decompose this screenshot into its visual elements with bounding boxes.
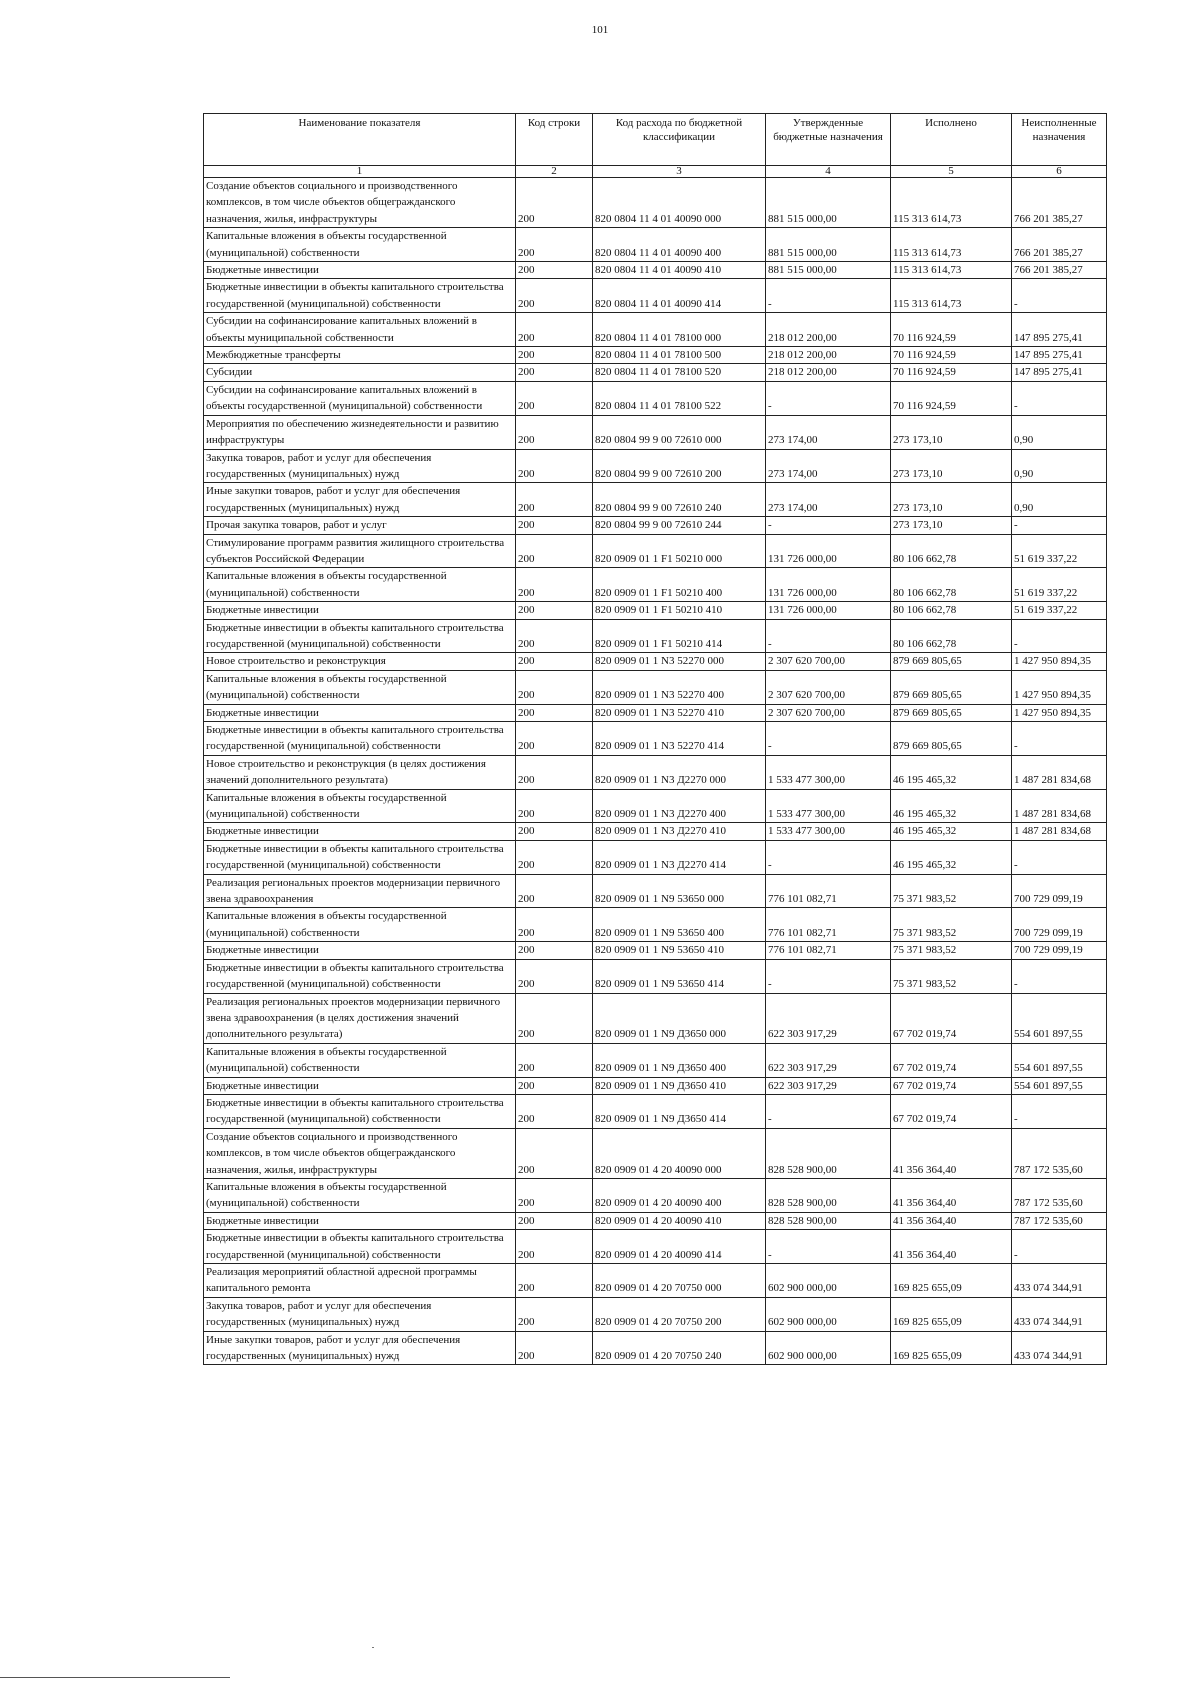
cell-executed: 46 195 465,32 <box>891 840 1012 874</box>
cell-executed: 41 356 364,40 <box>891 1230 1012 1264</box>
cell-unexecuted: - <box>1012 1094 1107 1128</box>
header-row <box>204 114 1107 166</box>
cell-kbk: 820 0909 01 4 20 40090 400 <box>593 1178 766 1212</box>
cell-name: Реализация региональных проектов модернизации первичного звена здравоохранения (в целях достижения значений дополнительного результата) <box>204 993 516 1043</box>
table-row <box>204 874 1107 908</box>
cell-approved: 828 528 900,00 <box>766 1128 891 1178</box>
table-row <box>204 840 1107 874</box>
cell-name: Капитальные вложения в объекты государственной (муниципальной) собственности <box>204 908 516 942</box>
cell-approved: 776 101 082,71 <box>766 908 891 942</box>
cell-row-code: 200 <box>516 1077 593 1094</box>
cell-unexecuted: 147 895 275,41 <box>1012 347 1107 364</box>
cell-approved: 602 900 000,00 <box>766 1264 891 1298</box>
cell-row-code: 200 <box>516 1212 593 1229</box>
table-row <box>204 908 1107 942</box>
cell-kbk: 820 0804 11 4 01 78100 500 <box>593 347 766 364</box>
cell-kbk: 820 0909 01 1 N9 Д3650 414 <box>593 1094 766 1128</box>
table-row <box>204 789 1107 823</box>
cell-approved: 602 900 000,00 <box>766 1331 891 1365</box>
cell-approved: 273 174,00 <box>766 449 891 483</box>
cell-kbk: 820 0909 01 1 N3 52270 000 <box>593 653 766 670</box>
table-row <box>204 602 1107 619</box>
table-row <box>204 1331 1107 1365</box>
cell-row-code: 200 <box>516 483 593 517</box>
table-row <box>204 534 1107 568</box>
cell-unexecuted: 0,90 <box>1012 415 1107 449</box>
cell-kbk: 820 0909 01 1 N3 Д2270 400 <box>593 789 766 823</box>
cell-row-code: 200 <box>516 1128 593 1178</box>
cell-unexecuted: 1 427 950 894,35 <box>1012 653 1107 670</box>
cell-unexecuted: - <box>1012 840 1107 874</box>
cell-kbk: 820 0804 11 4 01 40090 410 <box>593 262 766 279</box>
cell-name: Бюджетные инвестиции <box>204 942 516 959</box>
cell-approved: 273 174,00 <box>766 483 891 517</box>
cell-name: Бюджетные инвестиции в объекты капитального строительства государственной (муниципальной) собственности <box>204 279 516 313</box>
cell-unexecuted: - <box>1012 1230 1107 1264</box>
cell-executed: 80 106 662,78 <box>891 568 1012 602</box>
cell-unexecuted: 554 601 897,55 <box>1012 993 1107 1043</box>
cell-row-code: 200 <box>516 1331 593 1365</box>
cell-kbk: 820 0909 01 4 20 70750 200 <box>593 1297 766 1331</box>
column-number: 1 <box>204 166 516 178</box>
cell-kbk: 820 0804 11 4 01 40090 414 <box>593 279 766 313</box>
cell-kbk: 820 0804 99 9 00 72610 000 <box>593 415 766 449</box>
column-number: 4 <box>766 166 891 178</box>
cell-approved: 2 307 620 700,00 <box>766 653 891 670</box>
cell-kbk: 820 0804 99 9 00 72610 240 <box>593 483 766 517</box>
cell-executed: 115 313 614,73 <box>891 279 1012 313</box>
cell-approved: 881 515 000,00 <box>766 178 891 228</box>
cell-executed: 115 313 614,73 <box>891 262 1012 279</box>
table-row <box>204 755 1107 789</box>
cell-kbk: 820 0909 01 4 20 40090 410 <box>593 1212 766 1229</box>
cell-kbk: 820 0804 99 9 00 72610 200 <box>593 449 766 483</box>
cell-approved: - <box>766 517 891 534</box>
cell-executed: 273 173,10 <box>891 483 1012 517</box>
cell-unexecuted: 433 074 344,91 <box>1012 1297 1107 1331</box>
cell-row-code: 200 <box>516 823 593 840</box>
cell-executed: 115 313 614,73 <box>891 178 1012 228</box>
cell-unexecuted: - <box>1012 619 1107 653</box>
cell-executed: 75 371 983,52 <box>891 959 1012 993</box>
cell-approved: 131 726 000,00 <box>766 534 891 568</box>
cell-kbk: 820 0909 01 1 N9 53650 000 <box>593 874 766 908</box>
cell-name: Бюджетные инвестиции в объекты капитального строительства государственной (муниципальной) собственности <box>204 619 516 653</box>
cell-kbk: 820 0909 01 1 N9 53650 410 <box>593 942 766 959</box>
cell-approved: - <box>766 1230 891 1264</box>
header-kbk: Код расхода по бюджетной классификации <box>593 114 766 166</box>
table-row <box>204 1264 1107 1298</box>
table-row <box>204 653 1107 670</box>
cell-approved: - <box>766 1094 891 1128</box>
cell-executed: 70 116 924,59 <box>891 313 1012 347</box>
cell-approved: - <box>766 279 891 313</box>
cell-approved: 2 307 620 700,00 <box>766 670 891 704</box>
cell-executed: 67 702 019,74 <box>891 1094 1012 1128</box>
cell-row-code: 200 <box>516 262 593 279</box>
cell-unexecuted: 0,90 <box>1012 449 1107 483</box>
cell-unexecuted: 1 487 281 834,68 <box>1012 789 1107 823</box>
table-row <box>204 1043 1107 1077</box>
cell-approved: 622 303 917,29 <box>766 1043 891 1077</box>
cell-unexecuted: 787 172 535,60 <box>1012 1212 1107 1229</box>
cell-approved: 1 533 477 300,00 <box>766 823 891 840</box>
cell-executed: 67 702 019,74 <box>891 1043 1012 1077</box>
cell-kbk: 820 0909 01 1 N3 52270 400 <box>593 670 766 704</box>
cell-approved: 218 012 200,00 <box>766 313 891 347</box>
column-number: 2 <box>516 166 593 178</box>
table-row <box>204 722 1107 756</box>
cell-row-code: 200 <box>516 1178 593 1212</box>
table-row <box>204 178 1107 228</box>
cell-row-code: 200 <box>516 1043 593 1077</box>
cell-executed: 879 669 805,65 <box>891 722 1012 756</box>
cell-kbk: 820 0804 11 4 01 40090 400 <box>593 228 766 262</box>
scan-edge-line <box>0 1677 230 1678</box>
cell-executed: 75 371 983,52 <box>891 942 1012 959</box>
cell-row-code: 200 <box>516 178 593 228</box>
table-row <box>204 364 1107 381</box>
cell-approved: - <box>766 619 891 653</box>
table-row <box>204 1230 1107 1264</box>
cell-name: Иные закупки товаров, работ и услуг для обеспечения государственных (муниципальных) нужд <box>204 1331 516 1365</box>
cell-row-code: 200 <box>516 722 593 756</box>
cell-approved: 828 528 900,00 <box>766 1178 891 1212</box>
table-row <box>204 449 1107 483</box>
header-row-code: Код строки <box>516 114 593 166</box>
cell-executed: 273 173,10 <box>891 415 1012 449</box>
cell-unexecuted: - <box>1012 279 1107 313</box>
cell-executed: 80 106 662,78 <box>891 534 1012 568</box>
table-row <box>204 313 1107 347</box>
cell-executed: 879 669 805,65 <box>891 653 1012 670</box>
cell-name: Прочая закупка товаров, работ и услуг <box>204 517 516 534</box>
header-unexecuted: Неисполненные назначения <box>1012 114 1107 166</box>
cell-unexecuted: - <box>1012 517 1107 534</box>
cell-executed: 41 356 364,40 <box>891 1128 1012 1178</box>
cell-unexecuted: 766 201 385,27 <box>1012 262 1107 279</box>
cell-executed: 75 371 983,52 <box>891 874 1012 908</box>
table-row <box>204 823 1107 840</box>
cell-approved: 218 012 200,00 <box>766 347 891 364</box>
cell-row-code: 200 <box>516 653 593 670</box>
cell-row-code: 200 <box>516 670 593 704</box>
header-executed: Исполнено <box>891 114 1012 166</box>
cell-row-code: 200 <box>516 1094 593 1128</box>
cell-approved: 218 012 200,00 <box>766 364 891 381</box>
table-row <box>204 942 1107 959</box>
scan-speck <box>372 1647 374 1648</box>
cell-row-code: 200 <box>516 279 593 313</box>
cell-row-code: 200 <box>516 1230 593 1264</box>
cell-approved: 622 303 917,29 <box>766 1077 891 1094</box>
cell-name: Бюджетные инвестиции <box>204 1077 516 1094</box>
cell-kbk: 820 0804 11 4 01 78100 520 <box>593 364 766 381</box>
cell-executed: 46 195 465,32 <box>891 755 1012 789</box>
cell-kbk: 820 0909 01 1 N3 Д2270 410 <box>593 823 766 840</box>
cell-approved: 1 533 477 300,00 <box>766 789 891 823</box>
cell-kbk: 820 0909 01 1 F1 50210 410 <box>593 602 766 619</box>
table-row <box>204 704 1107 721</box>
table-row <box>204 1297 1107 1331</box>
table-row <box>204 993 1107 1043</box>
cell-row-code: 200 <box>516 449 593 483</box>
cell-name: Капитальные вложения в объекты государственной (муниципальной) собственности <box>204 789 516 823</box>
cell-approved: 131 726 000,00 <box>766 602 891 619</box>
cell-row-code: 200 <box>516 789 593 823</box>
cell-name: Реализация мероприятий областной адресной программы капитального ремонта <box>204 1264 516 1298</box>
cell-name: Закупка товаров, работ и услуг для обеспечения государственных (муниципальных) нужд <box>204 1297 516 1331</box>
cell-name: Капитальные вложения в объекты государственной (муниципальной) собственности <box>204 1178 516 1212</box>
cell-unexecuted: 1 427 950 894,35 <box>1012 704 1107 721</box>
cell-name: Субсидии на софинансирование капитальных вложений в объекты государственной (муниципальной) собственности <box>204 381 516 415</box>
cell-row-code: 200 <box>516 568 593 602</box>
budget-execution-table <box>203 113 1107 1365</box>
cell-executed: 169 825 655,09 <box>891 1297 1012 1331</box>
cell-row-code: 200 <box>516 228 593 262</box>
cell-name: Бюджетные инвестиции <box>204 704 516 721</box>
table-row <box>204 415 1107 449</box>
table-row <box>204 1178 1107 1212</box>
cell-executed: 75 371 983,52 <box>891 908 1012 942</box>
cell-kbk: 820 0909 01 1 F1 50210 400 <box>593 568 766 602</box>
table-row <box>204 381 1107 415</box>
cell-approved: 622 303 917,29 <box>766 993 891 1043</box>
cell-unexecuted: 554 601 897,55 <box>1012 1043 1107 1077</box>
cell-executed: 273 173,10 <box>891 517 1012 534</box>
table-row <box>204 619 1107 653</box>
cell-name: Капитальные вложения в объекты государственной (муниципальной) собственности <box>204 568 516 602</box>
table-row <box>204 517 1107 534</box>
cell-approved: 881 515 000,00 <box>766 228 891 262</box>
column-number: 3 <box>593 166 766 178</box>
cell-executed: 70 116 924,59 <box>891 364 1012 381</box>
cell-kbk: 820 0909 01 4 20 70750 000 <box>593 1264 766 1298</box>
cell-row-code: 200 <box>516 993 593 1043</box>
cell-unexecuted: 554 601 897,55 <box>1012 1077 1107 1094</box>
column-number-row <box>204 166 1107 178</box>
cell-kbk: 820 0804 11 4 01 78100 000 <box>593 313 766 347</box>
cell-name: Бюджетные инвестиции в объекты капитального строительства государственной (муниципальной) собственности <box>204 840 516 874</box>
cell-unexecuted: 700 729 099,19 <box>1012 874 1107 908</box>
cell-executed: 70 116 924,59 <box>891 381 1012 415</box>
cell-executed: 273 173,10 <box>891 449 1012 483</box>
cell-executed: 67 702 019,74 <box>891 993 1012 1043</box>
cell-unexecuted: 0,90 <box>1012 483 1107 517</box>
cell-kbk: 820 0909 01 4 20 40090 000 <box>593 1128 766 1178</box>
table-row <box>204 959 1107 993</box>
cell-approved: - <box>766 959 891 993</box>
cell-approved: 1 533 477 300,00 <box>766 755 891 789</box>
cell-approved: 602 900 000,00 <box>766 1297 891 1331</box>
cell-name: Создание объектов социального и производственного комплексов, в том числе объектов общегражданского назначения, жилья, инфраструктуры <box>204 178 516 228</box>
cell-name: Капитальные вложения в объекты государственной (муниципальной) собственности <box>204 670 516 704</box>
cell-approved: 881 515 000,00 <box>766 262 891 279</box>
cell-kbk: 820 0909 01 1 N9 Д3650 400 <box>593 1043 766 1077</box>
cell-unexecuted: 766 201 385,27 <box>1012 178 1107 228</box>
cell-row-code: 200 <box>516 347 593 364</box>
table-row <box>204 483 1107 517</box>
cell-kbk: 820 0909 01 1 F1 50210 414 <box>593 619 766 653</box>
cell-executed: 46 195 465,32 <box>891 823 1012 840</box>
cell-kbk: 820 0909 01 1 N9 53650 400 <box>593 908 766 942</box>
cell-kbk: 820 0909 01 1 N9 Д3650 000 <box>593 993 766 1043</box>
cell-name: Бюджетные инвестиции в объекты капитального строительства государственной (муниципальной) собственности <box>204 722 516 756</box>
cell-executed: 41 356 364,40 <box>891 1178 1012 1212</box>
cell-unexecuted: - <box>1012 722 1107 756</box>
cell-unexecuted: - <box>1012 381 1107 415</box>
cell-unexecuted: 700 729 099,19 <box>1012 942 1107 959</box>
cell-row-code: 200 <box>516 313 593 347</box>
cell-unexecuted: 787 172 535,60 <box>1012 1128 1107 1178</box>
cell-row-code: 200 <box>516 1264 593 1298</box>
cell-row-code: 200 <box>516 381 593 415</box>
page-number: 101 <box>591 24 609 36</box>
cell-executed: 70 116 924,59 <box>891 347 1012 364</box>
cell-unexecuted: 766 201 385,27 <box>1012 228 1107 262</box>
table-row <box>204 1094 1107 1128</box>
cell-name: Межбюджетные трансферты <box>204 347 516 364</box>
cell-unexecuted: 433 074 344,91 <box>1012 1264 1107 1298</box>
cell-name: Иные закупки товаров, работ и услуг для обеспечения государственных (муниципальных) нужд <box>204 483 516 517</box>
cell-name: Капитальные вложения в объекты государственной (муниципальной) собственности <box>204 228 516 262</box>
cell-executed: 46 195 465,32 <box>891 789 1012 823</box>
cell-name: Бюджетные инвестиции в объекты капитального строительства государственной (муниципальной) собственности <box>204 959 516 993</box>
cell-approved: - <box>766 381 891 415</box>
cell-kbk: 820 0909 01 4 20 70750 240 <box>593 1331 766 1365</box>
cell-unexecuted: 700 729 099,19 <box>1012 908 1107 942</box>
cell-unexecuted: 147 895 275,41 <box>1012 364 1107 381</box>
header-approved: Утвержденные бюджетные назначения <box>766 114 891 166</box>
cell-unexecuted: 51 619 337,22 <box>1012 568 1107 602</box>
column-number: 5 <box>891 166 1012 178</box>
cell-row-code: 200 <box>516 908 593 942</box>
cell-executed: 80 106 662,78 <box>891 602 1012 619</box>
cell-approved: 776 101 082,71 <box>766 874 891 908</box>
cell-executed: 115 313 614,73 <box>891 228 1012 262</box>
cell-kbk: 820 0909 01 1 N3 Д2270 000 <box>593 755 766 789</box>
table-row <box>204 568 1107 602</box>
cell-unexecuted: 1 487 281 834,68 <box>1012 823 1107 840</box>
cell-kbk: 820 0909 01 1 N3 52270 410 <box>593 704 766 721</box>
cell-kbk: 820 0804 11 4 01 40090 000 <box>593 178 766 228</box>
cell-name: Бюджетные инвестиции <box>204 262 516 279</box>
cell-name: Реализация региональных проектов модернизации первичного звена здравоохранения <box>204 874 516 908</box>
cell-executed: 41 356 364,40 <box>891 1212 1012 1229</box>
cell-executed: 879 669 805,65 <box>891 670 1012 704</box>
cell-name: Закупка товаров, работ и услуг для обеспечения государственных (муниципальных) нужд <box>204 449 516 483</box>
table-row <box>204 670 1107 704</box>
cell-name: Бюджетные инвестиции <box>204 823 516 840</box>
cell-row-code: 200 <box>516 415 593 449</box>
table-row <box>204 262 1107 279</box>
cell-kbk: 820 0909 01 4 20 40090 414 <box>593 1230 766 1264</box>
cell-row-code: 200 <box>516 704 593 721</box>
cell-row-code: 200 <box>516 364 593 381</box>
cell-unexecuted: 433 074 344,91 <box>1012 1331 1107 1365</box>
cell-approved: 828 528 900,00 <box>766 1212 891 1229</box>
cell-row-code: 200 <box>516 619 593 653</box>
cell-name: Мероприятия по обеспечению жизнедеятельности и развитию инфраструктуры <box>204 415 516 449</box>
cell-name: Бюджетные инвестиции <box>204 1212 516 1229</box>
column-number: 6 <box>1012 166 1107 178</box>
table-row <box>204 1128 1107 1178</box>
cell-row-code: 200 <box>516 874 593 908</box>
cell-approved: - <box>766 840 891 874</box>
cell-approved: - <box>766 722 891 756</box>
cell-approved: 273 174,00 <box>766 415 891 449</box>
cell-name: Субсидии <box>204 364 516 381</box>
cell-row-code: 200 <box>516 942 593 959</box>
cell-executed: 879 669 805,65 <box>891 704 1012 721</box>
cell-approved: 131 726 000,00 <box>766 568 891 602</box>
cell-unexecuted: 787 172 535,60 <box>1012 1178 1107 1212</box>
cell-unexecuted: - <box>1012 959 1107 993</box>
cell-executed: 169 825 655,09 <box>891 1264 1012 1298</box>
table-row <box>204 1212 1107 1229</box>
cell-row-code: 200 <box>516 534 593 568</box>
cell-name: Капитальные вложения в объекты государственной (муниципальной) собственности <box>204 1043 516 1077</box>
cell-name: Новое строительство и реконструкция (в целях достижения значений дополнительного результата) <box>204 755 516 789</box>
table-row <box>204 1077 1107 1094</box>
cell-unexecuted: 1 427 950 894,35 <box>1012 670 1107 704</box>
cell-kbk: 820 0909 01 1 F1 50210 000 <box>593 534 766 568</box>
cell-kbk: 820 0909 01 1 N3 Д2270 414 <box>593 840 766 874</box>
cell-name: Бюджетные инвестиции <box>204 602 516 619</box>
cell-name: Стимулирование программ развития жилищного строительства субъектов Российской Федерации <box>204 534 516 568</box>
cell-executed: 80 106 662,78 <box>891 619 1012 653</box>
table-row <box>204 279 1107 313</box>
cell-executed: 169 825 655,09 <box>891 1331 1012 1365</box>
cell-row-code: 200 <box>516 755 593 789</box>
cell-row-code: 200 <box>516 840 593 874</box>
cell-kbk: 820 0909 01 1 N9 Д3650 410 <box>593 1077 766 1094</box>
cell-kbk: 820 0909 01 1 N9 53650 414 <box>593 959 766 993</box>
cell-kbk: 820 0804 99 9 00 72610 244 <box>593 517 766 534</box>
header-name: Наименование показателя <box>204 114 516 166</box>
cell-unexecuted: 1 487 281 834,68 <box>1012 755 1107 789</box>
cell-row-code: 200 <box>516 602 593 619</box>
table-row <box>204 347 1107 364</box>
cell-unexecuted: 51 619 337,22 <box>1012 534 1107 568</box>
cell-unexecuted: 51 619 337,22 <box>1012 602 1107 619</box>
cell-approved: 2 307 620 700,00 <box>766 704 891 721</box>
cell-row-code: 200 <box>516 959 593 993</box>
table-row <box>204 228 1107 262</box>
cell-kbk: 820 0909 01 1 N3 52270 414 <box>593 722 766 756</box>
cell-name: Новое строительство и реконструкция <box>204 653 516 670</box>
cell-kbk: 820 0804 11 4 01 78100 522 <box>593 381 766 415</box>
cell-row-code: 200 <box>516 517 593 534</box>
cell-name: Создание объектов социального и производственного комплексов, в том числе объектов общегражданского назначения, жилья, инфраструктуры <box>204 1128 516 1178</box>
cell-row-code: 200 <box>516 1297 593 1331</box>
cell-unexecuted: 147 895 275,41 <box>1012 313 1107 347</box>
cell-approved: 776 101 082,71 <box>766 942 891 959</box>
cell-executed: 67 702 019,74 <box>891 1077 1012 1094</box>
cell-name: Бюджетные инвестиции в объекты капитального строительства государственной (муниципальной) собственности <box>204 1230 516 1264</box>
cell-name: Субсидии на софинансирование капитальных вложений в объекты муниципальной собственности <box>204 313 516 347</box>
cell-name: Бюджетные инвестиции в объекты капитального строительства государственной (муниципальной) собственности <box>204 1094 516 1128</box>
